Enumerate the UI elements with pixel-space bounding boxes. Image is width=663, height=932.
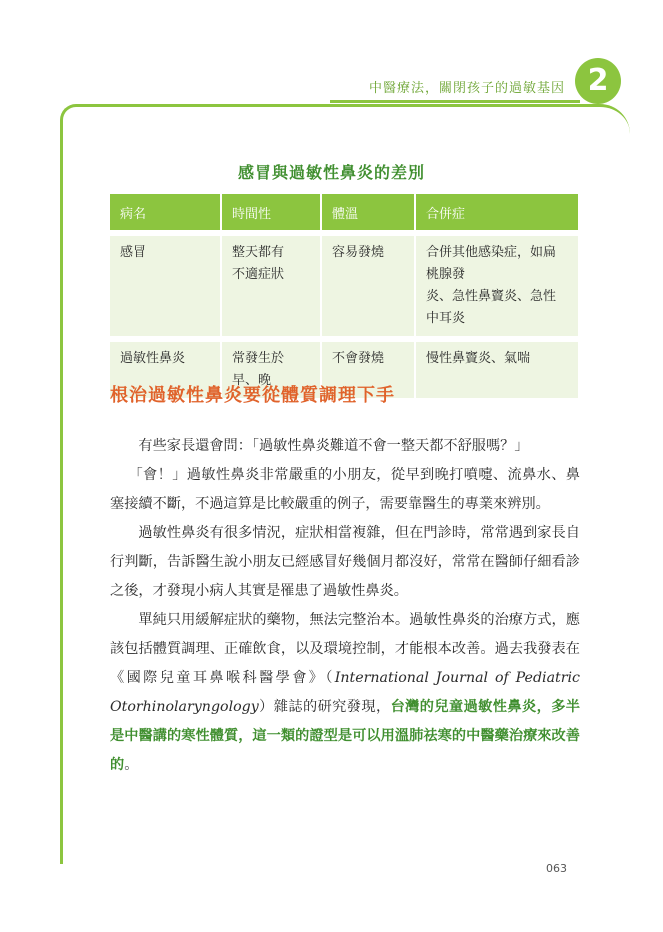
cell-timing bbox=[221, 233, 321, 339]
column-header-timing: 時間性 bbox=[221, 194, 321, 233]
page-number: 063 bbox=[546, 862, 567, 875]
table-row bbox=[110, 233, 578, 339]
cell-name: 感冒 bbox=[110, 233, 221, 339]
section-heading: 根治過敏性鼻炎要從體質調理下手 bbox=[110, 385, 395, 406]
highlighted-finding: 台灣的兒童過敏性鼻炎，多半是中醫講的寒性體質，這一類的證型是可以用溫肺祛寒的中醫藥治療來改善的 bbox=[110, 699, 580, 773]
cell-line: 早、晚 bbox=[232, 373, 272, 388]
table-header-row bbox=[110, 194, 578, 233]
paragraph: 「會！」過敏性鼻炎非常嚴重的小朋友，從早到晚打噴嚏、流鼻水、鼻塞接續不斷，不過這算是比較嚴重的例子，需要靠醫生的專業來辨別。 bbox=[110, 467, 580, 512]
cell-complications: 慢性鼻竇炎、氣喘 bbox=[415, 339, 578, 398]
column-header-complications: 合併症 bbox=[415, 194, 578, 233]
comparison-table bbox=[110, 194, 578, 398]
chapter-number-badge: 2 bbox=[575, 58, 621, 104]
table-title: 感冒與過敏性鼻炎的差別 bbox=[237, 163, 425, 182]
header-rule bbox=[330, 100, 580, 103]
cell-temperature: 不會發燒 bbox=[321, 339, 415, 398]
journal-name-english: International Journal of Pediatric Otorhinolaryngology bbox=[110, 670, 580, 715]
paragraph: 有些家長還會問：「過敏性鼻炎難道不會一整天都不舒服嗎？」 bbox=[138, 438, 529, 454]
cell-complications bbox=[415, 233, 578, 339]
paragraph bbox=[110, 606, 580, 780]
cell-line: 合併其他感染症，如扁桃腺發 bbox=[426, 245, 557, 282]
cell-line: 不適症狀 bbox=[232, 267, 285, 282]
paragraph: 過敏性鼻炎有很多情況，症狀相當複雜，但在門診時，常常遇到家長自行判斷，告訴醫生說小朋友已經感冒好幾個月都沒好，常常在醫師仔細看診之後，才發現小病人其實是罹患了過敏性鼻炎。 bbox=[110, 525, 580, 599]
cell-temperature: 容易發燒 bbox=[321, 233, 415, 339]
column-header-name: 病名 bbox=[110, 194, 221, 233]
cell-name: 過敏性鼻炎 bbox=[110, 339, 221, 398]
running-title: 中醫療法，關閉孩子的過敏基因 bbox=[368, 81, 565, 96]
column-header-temperature: 體溫 bbox=[321, 194, 415, 233]
paragraph-text: ）雜誌的研究發現， bbox=[258, 699, 391, 715]
cell-line: 炎、急性鼻竇炎、急性中耳炎 bbox=[426, 289, 557, 326]
cell-line: 常發生於 bbox=[232, 351, 285, 366]
body-text bbox=[110, 432, 580, 780]
cell-line: 整天都有 bbox=[232, 245, 285, 260]
paragraph-text: 單純只用緩解症狀的藥物，無法完整治本。過敏性鼻炎的治療方式，應該包括體質調理、正確飲食，以及環境控制，才能根本改善。過去我發表在《國際兒童耳鼻喉科醫學會》（ bbox=[110, 612, 580, 686]
paragraph-text: 。 bbox=[124, 757, 139, 773]
